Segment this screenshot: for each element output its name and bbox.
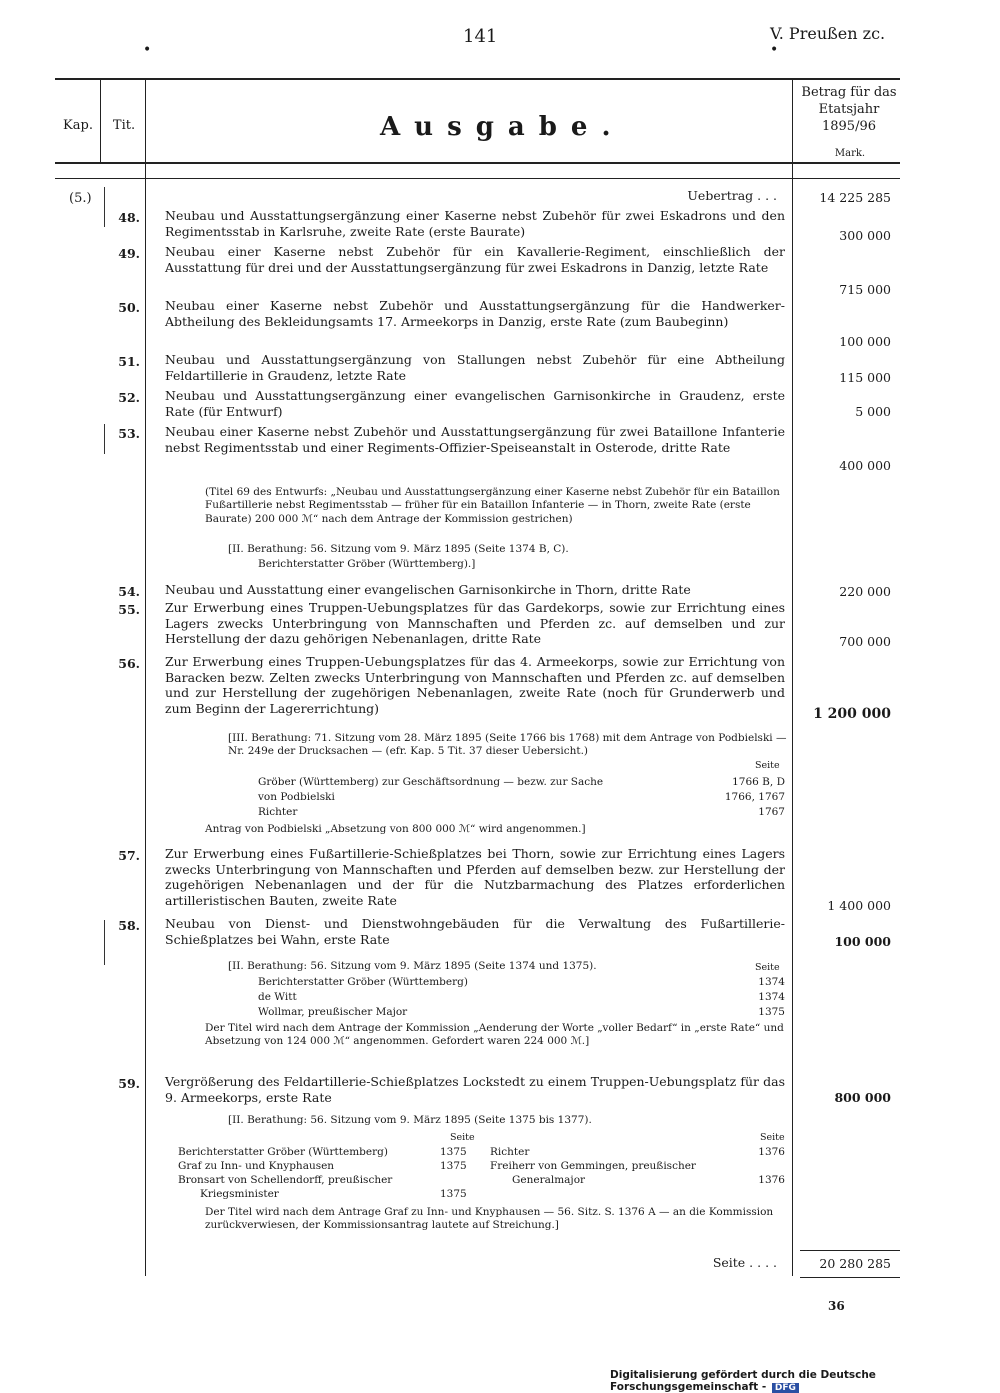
carry-over-text: Uebertrag [687,188,754,203]
item-text: Neubau von Dienst- und Dienstwohngebäuden für die Verwaltung des Fußartillerie-Schießplatzes bei Wahn, erste Rate [165,916,785,947]
speaker-name: Berichterstatter Gröber (Württemberg) [258,976,468,988]
speaker-page: 1375 [440,1160,467,1172]
digitization-footer [610,1369,1000,1393]
item-text: Zur Erwerbung eines Fußartillerie-Schießplatzes bei Thorn, sowie zur Errichtung eines Lagers zwecks Unterbringung von Mannschaften und Pferden auf demselben bezw. zur Herstellung der zugehörigen Nebenanlagen und der für die Nutzbarmachung des Platzes erforderlichen artilleristischen Bauten, zweite Rate [165,846,785,908]
kap-value: (5.) [69,191,92,206]
item-text: Neubau und Ausstattungsergänzung von Stallungen nebst Zubehör für eine Abtheilung Feldartillerie in Graudenz, letzte Rate [165,352,785,383]
speaker-page: 1374 [758,976,785,988]
running-head: V. Preußen zc. [770,24,886,43]
tit-number: 48. [118,210,140,225]
tit-number: 55. [118,602,140,617]
note-text: Der Titel wird nach dem Antrage Graf zu Inn- und Knyphausen — 56. Sitz. S. 1376 A — an die Kommission zurückverwiesen, der Kommissionsantrag lautete auf Streichung.] [205,1206,774,1232]
item-amount: 400 000 [839,458,891,473]
speaker-name: Generalmajor [512,1174,586,1186]
speaker-name: von Podbielski [258,791,335,803]
tit-number: 58. [118,918,140,933]
note-text: Der Titel wird nach dem Antrage der Kommission „Aenderung der Worte „voller Bedarf“ in „erste Rate“ und Absetzung von 124 000 ℳ“ angenommen. Gefordert waren 224 000 ℳ.] [205,1022,784,1048]
item-amount: 700 000 [839,634,891,649]
item-text: Neubau und Ausstattung einer evangelischen Garnisonkirche in Thorn, dritte Rate [165,582,691,597]
total-rule-top [800,1250,900,1251]
seite-header: Seite [450,1132,475,1143]
item-text: Neubau und Ausstattungsergänzung einer Kaserne nebst Zubehör für zwei Eskadrons und den Regimentsstab in Karlsruhe, zweite Rate (erste Baurate) [165,208,785,239]
seite-header: Seite [755,760,780,771]
item-text: Vergrößerung des Feldartillerie-Schießplatzes Lockstedt zu einem Truppen-Uebungsplatz für das 9. Armeekorps, erste Rate [165,1074,785,1105]
item-amount: 100 000 [839,334,891,349]
item-text: Zur Erwerbung eines Truppen-Uebungsplatzes für das 4. Armeekorps, sowie zur Errichtung von Baracken bezw. Zelten zwecks Unterbringung von Mannschaften und Pferden zc. auf demselben und zur Herstellung der zugehörigen Nebenanlagen, zweite Rate (noch für Grunderwerb und zum Beginn der Lagererrichtung) [165,654,785,716]
decorative-dot: • [770,42,779,58]
speaker-name: Bronsart von Schellendorff, preußischer [178,1174,393,1186]
tit-number: 54. [118,584,140,599]
item-text: Neubau einer Kaserne nebst Zubehör für ein Kavallerie-Regiment, einschließlich der Ausstattung für drei und der Ausstattungsergänzung für zwei Eskadrons in Danzig, letzte Rate [165,244,785,275]
item-text: Neubau einer Kaserne nebst Zubehör und Ausstattungsergänzung für die Handwerker-Abtheilung des Bekleidungsamts 17. Armeekorps in Danzig, erste Rate (zum Baubeginn) [165,298,785,329]
item-amount: 100 000 [834,934,891,949]
speaker-page: 1767 [758,806,785,818]
page-number: 141 [463,26,498,47]
note-text: Berichterstatter Gröber (Württemberg).] [258,558,476,570]
tit-number: 53. [118,426,140,441]
tit-number: 50. [118,300,140,315]
speaker-page: 1376 [758,1146,785,1158]
sheet-number: 36 [828,1299,845,1313]
speaker-page: 1374 [758,991,785,1003]
col-rule-amount [792,79,793,1276]
item-amount: 1 200 000 [813,706,891,722]
total-rule-bottom [800,1277,900,1278]
col-header-tit: Tit. [112,118,136,133]
item-amount: 5 000 [855,404,891,419]
col-rule-tit [145,79,146,1276]
tit-number: 56. [118,656,140,671]
item-text: Neubau und Ausstattungsergänzung einer evangelischen Garnisonkirche in Graudenz, erste Rate (für Entwurf) [165,388,785,419]
item-text: Zur Erwerbung eines Truppen-Uebungsplatzes für das Gardekorps, sowie zur Errichtung eines Lagers zwecks Unterbringung von Mannschaften und Pferden zc. auf demselben und zur Herstellung der dazu gehörigen Nebenanlagen, dritte Rate [165,600,785,647]
decorative-dot: • [143,42,152,58]
note-text: [III. Berathung: 71. Sitzung vom 28. März 1895 (Seite 1766 bis 1768) mit dem Antrage von Podbielski — Nr. 249e der Drucksachen — (efr. Kap. 5 Tit. 37 dieser Uebersicht.) [228,732,787,758]
item-amount: 800 000 [834,1090,891,1105]
tit-number: 57. [118,848,140,863]
speaker-name: Richter [258,806,298,818]
seite-header: Seite [755,962,780,973]
item-text: Neubau einer Kaserne nebst Zubehör und Ausstattungsergänzung für zwei Bataillone Infanterie nebst Regimentsstab und einer Regiments-Offizier-Speiseanstalt in Osterode, dritte Rate [165,424,785,455]
page-total-label: Seite . . . . [712,1255,777,1270]
speaker-name: Graf zu Inn- und Knyphausen [178,1160,335,1172]
page-total-text: Seite [712,1255,746,1270]
header-bottom-rule [55,162,900,164]
note-text: (Titel 69 des Entwurfs: „Neubau und Ausstattungsergänzung einer Kaserne nebst Zubehör für ein Bataillon Fußartillerie nebst Regimentsstab — früher für ein Bataillon Infanterie — in Thorn, zweite Rate (erste Baurate) 200 000 ℳ“ nach dem Antrage der Kommission gestrichen) [205,486,780,525]
dfg-logo: DFG [772,1383,799,1393]
note-text: Antrag von Podbielski „Absetzung von 800 000 ℳ“ wird angenommen.] [205,823,586,835]
note-text: [II. Berathung: 56. Sitzung vom 9. März 1895 (Seite 1374 B, C). [228,543,569,555]
speaker-page: 1376 [758,1174,785,1186]
note-text: [II. Berathung: 56. Sitzung vom 9. März 1895 (Seite 1375 bis 1377). [228,1114,592,1126]
tit-number: 51. [118,354,140,369]
top-rule [55,78,900,80]
speaker-page: 1375 [440,1146,467,1158]
speaker-page: 1766, 1767 [724,791,785,803]
seite-header: Seite [760,1132,785,1143]
speaker-name: Kriegsminister [200,1188,279,1200]
item-amount: 715 000 [839,282,891,297]
col-header-unit: Mark. [834,148,866,159]
tit-number: 52. [118,390,140,405]
header-double-rule [55,178,900,179]
speaker-name: Wollmar, preußischer Major [258,1006,408,1018]
col-rule-kap [100,79,101,163]
item-amount: 115 000 [839,370,891,385]
page-title: Ausgabe. [380,112,625,142]
tit-number: 49. [118,246,140,261]
speaker-name: Berichterstatter Gröber (Württemberg) [178,1146,388,1158]
footer-text: Digitalisierung gefördert durch die Deutsche Forschungsgemeinschaft - [610,1369,876,1393]
item-amount: 1 400 000 [827,898,891,913]
note-text: [II. Berathung: 56. Sitzung vom 9. März 1895 (Seite 1374 und 1375). [228,960,597,972]
speaker-page: 1375 [440,1188,467,1200]
speaker-page: 1375 [758,1006,785,1018]
carry-over-amount: 14 225 285 [819,190,891,205]
carry-over-label: Uebertrag . . . [687,188,777,203]
speaker-name: Gröber (Württemberg) zur Geschäftsordnung — bezw. zur Sache [258,776,604,788]
speaker-name: Freiherr von Gemmingen, preußischer [490,1160,696,1172]
col-header-kap: Kap. [63,118,93,133]
col-header-amount: Betrag für das Etatsjahr 1895/96 [801,85,897,134]
tit-number: 59. [118,1076,140,1091]
item-amount: 300 000 [839,228,891,243]
speaker-name: Richter [490,1146,530,1158]
speaker-name: de Witt [258,991,297,1003]
page-total-amount: 20 280 285 [819,1256,891,1271]
item-amount: 220 000 [839,584,891,599]
speaker-page: 1766 B, D [732,776,785,788]
